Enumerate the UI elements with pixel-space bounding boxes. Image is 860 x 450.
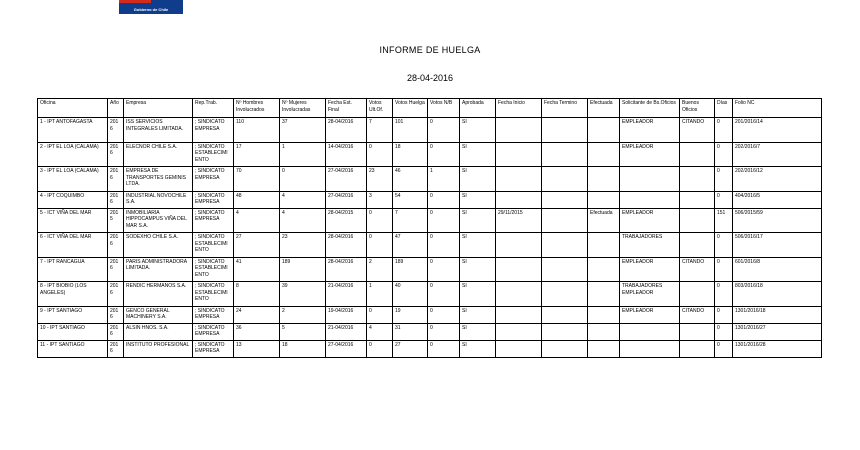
table-cell: RENDIC HERMANOS S.A. xyxy=(124,282,193,307)
table-cell xyxy=(588,257,620,282)
table-cell: EMPLEADOR xyxy=(620,257,680,282)
table-cell: ; SINDICATO EMPRESA xyxy=(193,208,234,233)
table-cell: 803/2016/18 xyxy=(733,282,822,307)
table-cell xyxy=(588,118,620,143)
table-cell: ; SINDICATO EMPRESA xyxy=(193,118,234,143)
table-cell: ; SINDICATO EMPRESA xyxy=(193,191,234,208)
table-cell: 8 xyxy=(234,282,280,307)
table-cell: 5 - ICT VIÑA DEL MAR xyxy=(38,208,108,233)
column-header: Buenos Oficios xyxy=(680,99,715,118)
table-cell: 1301/2016/18 xyxy=(733,306,822,323)
report-title: INFORME DE HUELGA xyxy=(379,45,481,55)
table-cell: 1 xyxy=(280,142,326,167)
table-cell xyxy=(680,167,715,192)
table-cell: ; SINDICATO ESTABLECIMIENTO xyxy=(193,142,234,167)
table-cell xyxy=(542,282,588,307)
table-cell: 1301/2016/28 xyxy=(733,340,822,357)
table-cell: 4 xyxy=(367,323,393,340)
table-cell: 3 xyxy=(367,191,393,208)
logo-text: Gobierno de Chile xyxy=(133,7,169,12)
table-cell: 0 xyxy=(428,233,460,258)
table-cell: 2016 xyxy=(108,191,124,208)
table-cell: 54 xyxy=(393,191,428,208)
table-cell: EMPLEADOR xyxy=(620,142,680,167)
table-cell: 2 xyxy=(280,306,326,323)
table-cell: 2016 xyxy=(108,142,124,167)
table-cell: 1 xyxy=(428,167,460,192)
table-cell: 7 xyxy=(393,208,428,233)
column-header: Votos Huelga xyxy=(393,99,428,118)
table-cell: 47 xyxy=(393,233,428,258)
table-cell: 8 - IPT BIOBIO (LOS ANGELES) xyxy=(38,282,108,307)
column-header: Nº Mujeres Involucradas xyxy=(280,99,326,118)
table-cell: 6 - ICT VIÑA DEL MAR xyxy=(38,233,108,258)
table-cell: 28-04/2015 xyxy=(326,208,367,233)
table-cell xyxy=(680,282,715,307)
table-cell: 13 xyxy=(234,340,280,357)
table-row xyxy=(38,282,822,307)
table-cell: CITANDO xyxy=(680,306,715,323)
table-cell: 0 xyxy=(428,257,460,282)
table-cell: 0 xyxy=(715,233,733,258)
table-cell: INSTITUTO PROFESIONAL xyxy=(124,340,193,357)
table-cell: EMPLEADOR xyxy=(620,208,680,233)
table-cell: CITANDO xyxy=(680,118,715,143)
table-cell: CITANDO xyxy=(680,257,715,282)
logo-red-stripe xyxy=(119,0,151,3)
table-cell: SI xyxy=(460,257,496,282)
table-cell: 2016 xyxy=(108,167,124,192)
table-cell: 0 xyxy=(428,208,460,233)
table-cell xyxy=(542,340,588,357)
table-cell: 17 xyxy=(234,142,280,167)
table-cell: SODEXHO CHILE S.A. xyxy=(124,233,193,258)
table-row xyxy=(38,118,822,143)
table-cell: 39 xyxy=(280,282,326,307)
table-cell: 0 xyxy=(715,118,733,143)
table-cell: EMPLEADOR xyxy=(620,306,680,323)
table-cell xyxy=(588,233,620,258)
table-cell: EMPLEADOR xyxy=(620,118,680,143)
table-cell: 4 - IPT COQUIMBO xyxy=(38,191,108,208)
table-cell: 2016 xyxy=(108,340,124,357)
table-cell xyxy=(588,142,620,167)
table-header xyxy=(38,99,822,118)
table-cell: 27 xyxy=(234,233,280,258)
table-cell xyxy=(496,167,542,192)
column-header: Año xyxy=(108,99,124,118)
table-cell xyxy=(588,282,620,307)
table-cell: ; SINDICATO EMPRESA xyxy=(193,167,234,192)
table-cell: SI xyxy=(460,340,496,357)
table-cell: 46 xyxy=(393,167,428,192)
table-cell xyxy=(542,208,588,233)
column-header: Solicitante de Bs.Oficios xyxy=(620,99,680,118)
table-cell: 27-04/2016 xyxy=(326,191,367,208)
table-cell xyxy=(496,282,542,307)
table-cell: 4 xyxy=(280,208,326,233)
table-cell xyxy=(680,233,715,258)
table-cell xyxy=(620,191,680,208)
table-row xyxy=(38,323,822,340)
table-cell: 0 xyxy=(715,323,733,340)
table-cell: 110 xyxy=(234,118,280,143)
table-cell: ; SINDICATO ESTABLECIMIENTO xyxy=(193,233,234,258)
table-cell: 404/2016/5 xyxy=(733,191,822,208)
table-cell xyxy=(542,306,588,323)
table-cell: ; SINDICATO EMPRESA xyxy=(193,340,234,357)
column-header: Efectuada xyxy=(588,99,620,118)
table-cell: 2 xyxy=(367,257,393,282)
table-row xyxy=(38,191,822,208)
table-cell: ; SINDICATO ESTABLECIMIENTO xyxy=(193,257,234,282)
table-cell: 18 xyxy=(280,340,326,357)
table-cell xyxy=(680,208,715,233)
table-cell: 2016 xyxy=(108,257,124,282)
table-cell: 7 xyxy=(367,118,393,143)
table-cell: 2016 xyxy=(108,306,124,323)
column-header: Fecha Inicio xyxy=(496,99,542,118)
table-cell: 601/2016/8 xyxy=(733,257,822,282)
table-cell: 1 - IPT ANTOFAGASTA xyxy=(38,118,108,143)
column-header: Votos N/B xyxy=(428,99,460,118)
table-cell xyxy=(542,142,588,167)
table-cell: 101 xyxy=(393,118,428,143)
table-cell: 18 xyxy=(393,142,428,167)
table-cell: 189 xyxy=(393,257,428,282)
table-cell: 29/11/2015 xyxy=(496,208,542,233)
table-cell: 40 xyxy=(393,282,428,307)
table-cell: 37 xyxy=(280,118,326,143)
table-cell: 2016 xyxy=(108,282,124,307)
column-header: Rep.Trab. xyxy=(193,99,234,118)
table-cell xyxy=(496,306,542,323)
table-cell: 0 xyxy=(367,233,393,258)
table-cell xyxy=(496,118,542,143)
table-cell xyxy=(496,340,542,357)
table-cell: 506/2016/17 xyxy=(733,233,822,258)
report-date: 28-04-2016 xyxy=(406,73,454,83)
column-header: Votos Ult.Of. xyxy=(367,99,393,118)
table-cell xyxy=(620,323,680,340)
table-cell: 2016 xyxy=(108,118,124,143)
table-cell: 27-04/2016 xyxy=(326,340,367,357)
table-cell: SI xyxy=(460,282,496,307)
table-cell: 5 xyxy=(280,323,326,340)
table-cell: 0 xyxy=(715,257,733,282)
table-cell: 506/2015/59 xyxy=(733,208,822,233)
table-cell: 48 xyxy=(234,191,280,208)
table-cell: 28-04/2016 xyxy=(326,233,367,258)
table-cell: 0 xyxy=(367,306,393,323)
table-cell xyxy=(496,233,542,258)
column-header: Fecha Termino xyxy=(542,99,588,118)
table-cell: 0 xyxy=(715,340,733,357)
table-cell: ELECNOR CHILE S.A. xyxy=(124,142,193,167)
table-cell: 2016 xyxy=(108,323,124,340)
table-cell: 0 xyxy=(428,118,460,143)
table-cell: 0 xyxy=(428,306,460,323)
table-cell xyxy=(542,257,588,282)
column-header: Folio NC xyxy=(733,99,822,118)
table-row xyxy=(38,340,822,357)
table-cell: 0 xyxy=(428,323,460,340)
table-cell xyxy=(496,323,542,340)
table-cell: SI xyxy=(460,167,496,192)
table-cell: 27-04/2016 xyxy=(326,167,367,192)
table-cell: 202/2016/12 xyxy=(733,167,822,192)
table-cell: EMPRESA DE TRANSPORTES GEMINIS LTDA. xyxy=(124,167,193,192)
table-cell: 19 xyxy=(393,306,428,323)
table-row xyxy=(38,208,822,233)
table-cell: 0 xyxy=(367,208,393,233)
table-cell: 23 xyxy=(280,233,326,258)
table-cell: SI xyxy=(460,142,496,167)
table-cell xyxy=(620,167,680,192)
table-cell: 23 xyxy=(367,167,393,192)
table-cell: 24 xyxy=(234,306,280,323)
table-cell: ; SINDICATO EMPRESA xyxy=(193,306,234,323)
table-cell: Efectuada xyxy=(588,208,620,233)
table-cell: 11 - IPT SANTIAGO xyxy=(38,340,108,357)
table-cell xyxy=(680,340,715,357)
table-cell: SI xyxy=(460,323,496,340)
gobierno-logo xyxy=(119,0,183,14)
table-cell: ALSIN HNOS. S.A. xyxy=(124,323,193,340)
table-cell: SI xyxy=(460,191,496,208)
table-cell xyxy=(542,323,588,340)
table-cell: ; SINDICATO EMPRESA xyxy=(193,323,234,340)
table-row xyxy=(38,306,822,323)
table-cell: TRABAJADORES EMPLEADOR xyxy=(620,282,680,307)
table-cell: 31 xyxy=(393,323,428,340)
table-cell xyxy=(588,323,620,340)
table-cell: 3 - IPT EL LOA (CALAMA) xyxy=(38,167,108,192)
table-cell: 41 xyxy=(234,257,280,282)
table-cell xyxy=(496,257,542,282)
table-cell: 4 xyxy=(234,208,280,233)
table-cell: 27 xyxy=(393,340,428,357)
table-cell: 10 - IPT SANTIAGO xyxy=(38,323,108,340)
table-cell: 2015 xyxy=(108,208,124,233)
table-row xyxy=(38,233,822,258)
strike-report-table xyxy=(37,98,822,358)
table-cell: 28-04/2016 xyxy=(326,257,367,282)
table-row xyxy=(38,257,822,282)
table-cell: SI xyxy=(460,118,496,143)
column-header: Nº Hombres Involucrados xyxy=(234,99,280,118)
table-cell xyxy=(680,191,715,208)
table-cell: 0 xyxy=(367,142,393,167)
table-cell: 14-04/2016 xyxy=(326,142,367,167)
table-cell: INMOBILIARIA HIPPOCAMPUS VIÑA DEL MAR S.A. xyxy=(124,208,193,233)
table-cell: SI xyxy=(460,306,496,323)
column-header: Fecha Est. Final xyxy=(326,99,367,118)
table-cell: 21-04/2016 xyxy=(326,323,367,340)
table-cell xyxy=(620,340,680,357)
table-cell: 0 xyxy=(280,167,326,192)
table-cell: 70 xyxy=(234,167,280,192)
table-cell xyxy=(588,340,620,357)
table-cell xyxy=(542,233,588,258)
table-cell: 202/2016/7 xyxy=(733,142,822,167)
table-cell: 28-04/2016 xyxy=(326,118,367,143)
table-cell: 36 xyxy=(234,323,280,340)
table-cell: 4 xyxy=(280,191,326,208)
table-cell: 21-04/2016 xyxy=(326,282,367,307)
table-cell: 151 xyxy=(715,208,733,233)
table-row xyxy=(38,142,822,167)
table-cell xyxy=(496,191,542,208)
table-cell: SI xyxy=(460,208,496,233)
table-cell: 0 xyxy=(428,282,460,307)
table-cell: 0 xyxy=(715,191,733,208)
table-cell: INDUSTRIAL NOVOCHILE S.A. xyxy=(124,191,193,208)
column-header: Oficina xyxy=(38,99,108,118)
table-cell: 0 xyxy=(428,340,460,357)
table-cell xyxy=(542,167,588,192)
table-cell: 0 xyxy=(715,142,733,167)
header-row xyxy=(38,99,822,118)
table-cell: 2016 xyxy=(108,233,124,258)
table-cell xyxy=(588,306,620,323)
table-cell: 0 xyxy=(367,340,393,357)
table-cell: 0 xyxy=(428,191,460,208)
table-cell: 7 - IPT RANCAGUA xyxy=(38,257,108,282)
table-cell: 0 xyxy=(715,167,733,192)
table-cell xyxy=(542,118,588,143)
table-cell xyxy=(542,191,588,208)
table-cell: ISS SERVICIOS INTEGRALES LIMITADA. xyxy=(124,118,193,143)
table-cell xyxy=(680,142,715,167)
table-cell: 2 - IPT EL LOA (CALAMA) xyxy=(38,142,108,167)
table-cell: 1301/2016/27 xyxy=(733,323,822,340)
table-cell: 201/2016/14 xyxy=(733,118,822,143)
table-cell: 1 xyxy=(367,282,393,307)
table-cell: 9 - IPT SANTIAGO xyxy=(38,306,108,323)
table-body xyxy=(38,118,822,358)
table-cell: SI xyxy=(460,233,496,258)
table-cell: 19-04/2016 xyxy=(326,306,367,323)
table-cell xyxy=(588,167,620,192)
column-header: Días xyxy=(715,99,733,118)
column-header: Empresa xyxy=(124,99,193,118)
table-cell xyxy=(588,191,620,208)
table-cell xyxy=(496,142,542,167)
table-cell: 0 xyxy=(715,282,733,307)
table-cell: PARIS ADMINISTRADORA LIMITADA. xyxy=(124,257,193,282)
table-row xyxy=(38,167,822,192)
table-cell: 0 xyxy=(428,142,460,167)
column-header: Aprobada xyxy=(460,99,496,118)
table-cell: ; SINDICATO ESTABLECIMIENTO xyxy=(193,282,234,307)
table-cell: TRABAJADORES xyxy=(620,233,680,258)
table-cell: 0 xyxy=(715,306,733,323)
table-cell: 189 xyxy=(280,257,326,282)
table-cell xyxy=(680,323,715,340)
table-cell: GENCO GENERAL MACHINERY S.A. xyxy=(124,306,193,323)
